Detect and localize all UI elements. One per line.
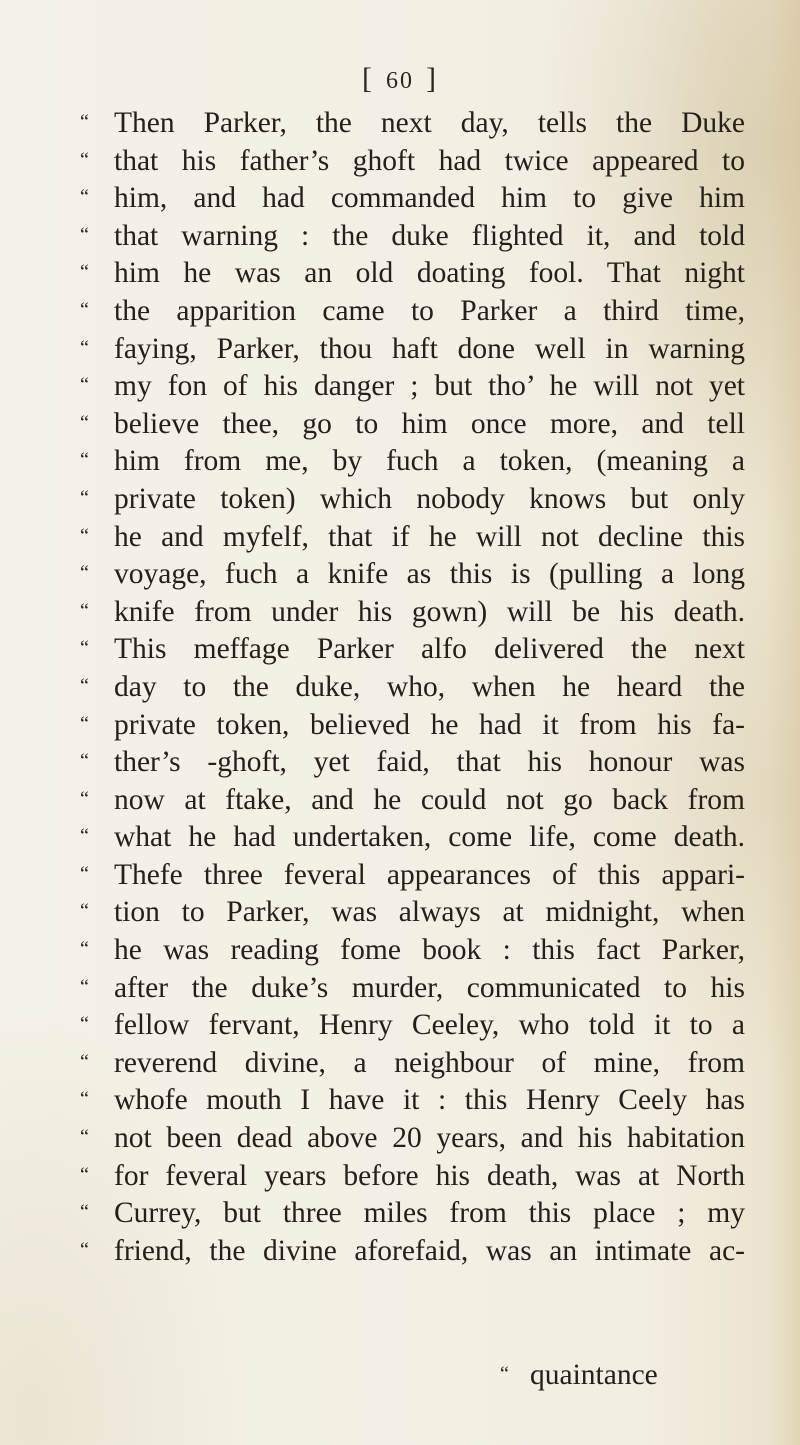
quote-mark: “ <box>80 449 89 472</box>
quote-mark: “ <box>500 1363 509 1385</box>
quote-mark: “ <box>80 298 89 321</box>
quote-mark: “ <box>80 562 89 585</box>
quote-mark: “ <box>80 1013 89 1036</box>
text-line: “ knife from under his gown) will be his death. <box>80 593 745 631</box>
quote-mark: “ <box>80 336 89 359</box>
quote-mark: “ <box>80 148 89 171</box>
catchword <box>500 1359 658 1392</box>
catchword-text: quaintance <box>530 1359 658 1391</box>
quote-mark: “ <box>80 712 89 735</box>
text-line: “ faying, Parker, thou haft done well in warning <box>80 330 745 368</box>
page-number-header <box>0 62 800 96</box>
text-line: “ him from me, by fuch a token, (meaning a <box>80 442 745 480</box>
body-text <box>80 104 745 1269</box>
quote-mark: “ <box>80 111 89 133</box>
text-line: “ tion to Parker, was always at midnight, when <box>80 893 745 931</box>
text-line: “ Thefe three feveral appearances of this appari- <box>80 856 745 894</box>
text-line: “ my fon of his danger ; but tho’ he will not yet <box>80 367 745 405</box>
quote-mark: “ <box>80 1088 89 1111</box>
text-line: “ what he had undertaken, come life, come death. <box>80 818 745 856</box>
quote-mark: “ <box>80 223 89 246</box>
folio-close-bracket: ] <box>426 62 438 95</box>
text-line: “ friend, the divine aforefaid, was an intimate ac- <box>80 1232 745 1270</box>
text-line: “ ther’s -ghoft, yet faid, that his honour was <box>80 743 745 781</box>
quote-mark: “ <box>80 825 89 848</box>
text-line: “ for feveral years before his death, was at North <box>80 1157 745 1195</box>
quote-mark: “ <box>80 938 89 961</box>
text-line: “ day to the duke, who, when he heard the <box>80 668 745 706</box>
text-line: “ fellow fervant, Henry Ceeley, who told it to a <box>80 1006 745 1044</box>
text-line: “ now at ftake, and he could not go back from <box>80 781 745 819</box>
quote-mark: “ <box>80 1050 89 1073</box>
text-line: “ believe thee, go to him once more, and tell <box>80 405 745 443</box>
quote-mark: “ <box>80 1126 89 1149</box>
folio-number: 60 <box>386 68 414 94</box>
quote-mark: “ <box>80 524 89 547</box>
quote-mark: “ <box>80 486 89 509</box>
quote-mark: “ <box>80 750 89 773</box>
text-line: “ Currey, but three miles from this place ; my <box>80 1194 745 1232</box>
quote-mark: “ <box>80 1163 89 1186</box>
text-line: “ that his father’s ghoft had twice appeared to <box>80 142 745 180</box>
text-line: “ not been dead above 20 years, and his habitation <box>80 1119 745 1157</box>
text-line: “ after the duke’s murder, communicated to his <box>80 969 745 1007</box>
text-line: “ This meffage Parker alfo delivered the next <box>80 630 745 668</box>
quote-mark: “ <box>80 975 89 998</box>
folio-open-bracket: [ <box>362 62 374 95</box>
text-line: “ him he was an old doating fool. That night <box>80 254 745 292</box>
quote-mark: “ <box>80 374 89 397</box>
quote-mark: “ <box>80 862 89 885</box>
text-line: “ that warning : the duke flighted it, and told <box>80 217 745 255</box>
text-line: “ reverend divine, a neighbour of mine, from <box>80 1044 745 1082</box>
quote-mark: “ <box>80 1238 89 1261</box>
quote-mark: “ <box>80 787 89 810</box>
quote-mark: “ <box>80 186 89 209</box>
quote-mark: “ <box>80 599 89 622</box>
text-line: “ the apparition came to Parker a third time, <box>80 292 745 330</box>
quote-mark: “ <box>80 674 89 697</box>
quote-mark: “ <box>80 900 89 923</box>
quote-mark: “ <box>80 411 89 434</box>
text-line: “ whofe mouth I have it : this Henry Ceely has <box>80 1081 745 1119</box>
quote-mark: “ <box>80 637 89 660</box>
quote-mark: “ <box>80 261 89 284</box>
text-line: “ voyage, fuch a knife as this is (pulling a long <box>80 555 745 593</box>
text-line: “ he was reading fome book : this fact Parker, <box>80 931 745 969</box>
text-line: “ he and myfelf, that if he will not decline this <box>80 518 745 556</box>
quote-mark: “ <box>80 1201 89 1224</box>
text-line: “ private token, believed he had it from his fa- <box>80 706 745 744</box>
text-line: “ private token) which nobody knows but only <box>80 480 745 518</box>
text-line: “ Then Parker, the next day, tells the Duke <box>80 104 745 142</box>
text-line: “ him, and had commanded him to give him <box>80 179 745 217</box>
